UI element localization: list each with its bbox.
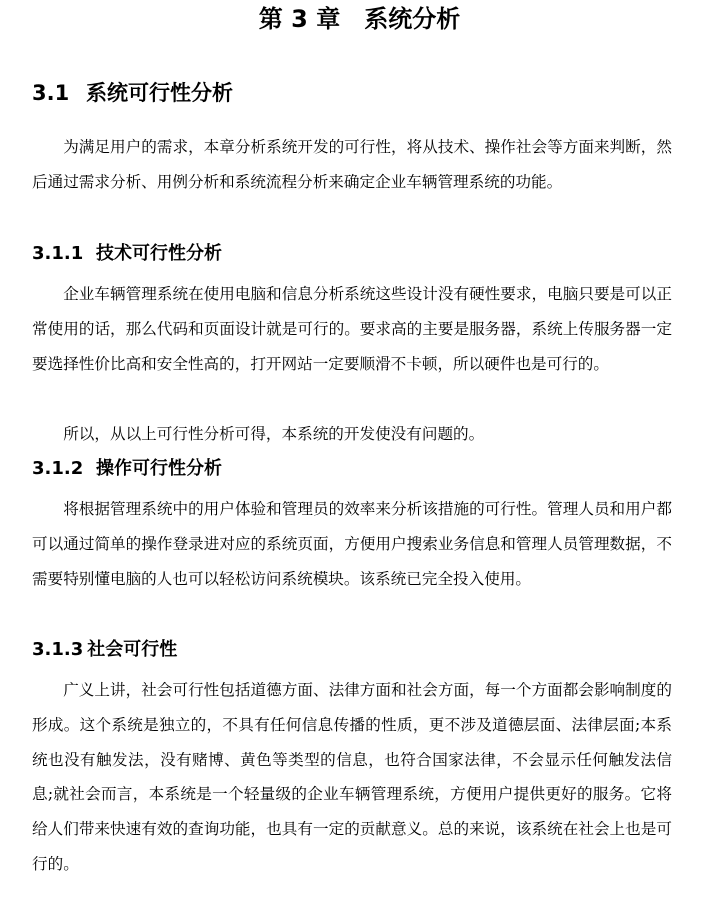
section-title: 系统可行性分析	[86, 81, 233, 105]
operational-paragraph: 将根据管理系统中的用户体验和管理员的效率来分析该措施的可行性。管理人员和用户都可以通过简单的操作登录进对应的系统页面，方便用户搜索业务信息和管理人员管理数据，不需要特别懂电脑的人也可以轻松访问系统模块。该系统已完全投入使用。	[32, 500, 672, 588]
section-intro-paragraph: 为满足用户的需求，本章分析系统开发的可行性，将从技术、操作社会等方面来判断，然后通过需求分析、用例分析和系统流程分析来确定企业车辆管理系统的功能。	[32, 138, 672, 191]
subsection-title: 社会可行性	[87, 639, 178, 660]
subsection-title: 操作可行性分析	[96, 458, 222, 479]
subsection-title: 技术可行性分析	[96, 243, 222, 264]
subsection-heading-technical	[32, 240, 222, 268]
section-number: 3.1	[32, 81, 70, 105]
subsection-number: 3.1.3	[32, 639, 84, 660]
chapter-title: 第 3 章 系统分析	[258, 5, 461, 33]
social-paragraph: 广义上讲，社会可行性包括道德方面、法律方面和社会方面，每一个方面都会影响制度的形成。这个系统是独立的，不具有任何信息传播的性质，更不涉及道德层面、法律层面;本系统也没有触发法，没有赌博、黄色等类型的信息，也符合国家法律，不会显示任何触发法信息;就社会而言，本系统是一个轻量级的企业车辆管理系统，方便用户提供更好的服务。它将给人们带来快速有效的查询功能，也具有一定的贡献意义。总的来说，该系统在社会上也是可行的。	[32, 681, 672, 873]
subsection-number: 3.1.2	[32, 458, 84, 479]
technical-paragraph-1: 企业车辆管理系统在使用电脑和信息分析系统这些设计没有硬性要求，电脑只要是可以正常使用的话，那么代码和页面设计就是可行的。要求高的主要是服务器，系统上传服务器一定要选择性价比高和安全性高的，打开网站一定要顺滑不卡顿，所以硬件也是可行的。	[32, 285, 672, 373]
technical-paragraph-2: 所以，从以上可行性分析可得，本系统的开发使没有问题的。	[63, 425, 485, 443]
subsection-heading-social	[32, 636, 177, 664]
subsection-number: 3.1.1	[32, 243, 84, 264]
subsection-heading-operational	[32, 455, 222, 483]
section-heading	[32, 78, 233, 108]
